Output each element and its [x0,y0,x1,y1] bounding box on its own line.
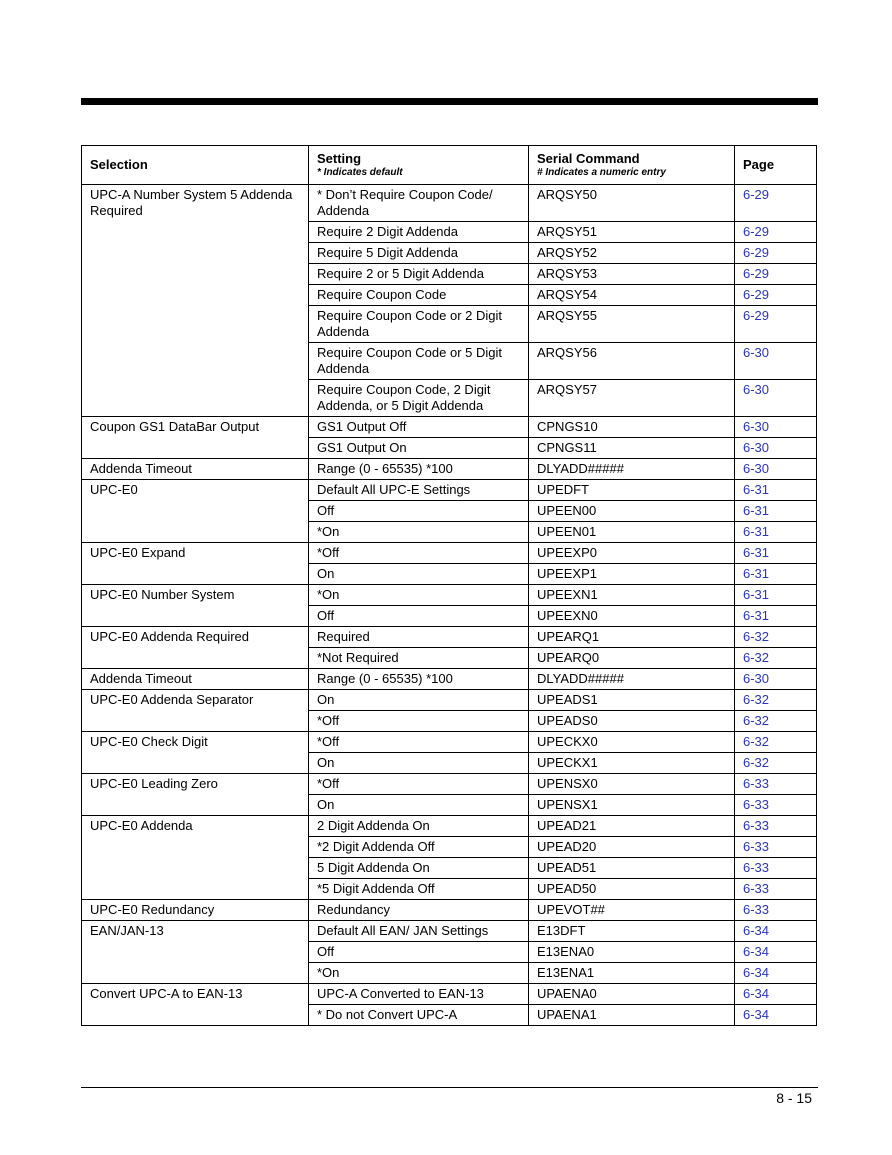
table-row [82,438,817,459]
setting-cell: *On [309,522,529,543]
table-row [82,984,817,1005]
page-link[interactable]: 6-32 [735,690,817,711]
serial-command-cell: UPENSX1 [529,795,735,816]
table-row [82,1005,817,1026]
setting-cell: On [309,795,529,816]
setting-cell: Default All EAN/ JAN Settings [309,921,529,942]
selection-cell: Addenda Timeout [82,669,309,690]
table-row [82,732,817,753]
selection-cell [82,648,309,669]
table-row [82,858,817,879]
setting-cell: Range (0 - 65535) *100 [309,669,529,690]
selection-cell: UPC-E0 Addenda [82,816,309,837]
serial-command-cell: UPAENA1 [529,1005,735,1026]
serial-command-cell: UPEEXP0 [529,543,735,564]
page-link[interactable]: 6-33 [735,795,817,816]
table-row [82,380,817,417]
selection-cell [82,711,309,732]
table-row [82,627,817,648]
page-link[interactable]: 6-31 [735,522,817,543]
page-link[interactable]: 6-29 [735,185,817,222]
table-row [82,417,817,438]
table-row [82,459,817,480]
setting-cell: Require Coupon Code [309,285,529,306]
setting-cell: 5 Digit Addenda On [309,858,529,879]
serial-command-cell: UPEARQ1 [529,627,735,648]
table-row [82,690,817,711]
page-link[interactable]: 6-32 [735,711,817,732]
selection-cell [82,343,309,380]
table-header-row [82,146,817,185]
table-row [82,942,817,963]
selection-cell: UPC-E0 Addenda Required [82,627,309,648]
table-row [82,564,817,585]
selection-cell: UPC-E0 Number System [82,585,309,606]
table-row [82,222,817,243]
table-row [82,522,817,543]
page-link[interactable]: 6-30 [735,669,817,690]
header-serial-note: # Indicates a numeric entry [537,167,666,178]
selection-cell [82,753,309,774]
table-row [82,711,817,732]
serial-command-cell: DLYADD##### [529,459,735,480]
page-link[interactable]: 6-33 [735,858,817,879]
table-row [82,606,817,627]
selection-cell [82,963,309,984]
selection-cell: UPC-A Number System 5 Addenda Required [82,185,309,222]
setting-cell: *Off [309,711,529,732]
page-link[interactable]: 6-31 [735,543,817,564]
page-link[interactable]: 6-32 [735,627,817,648]
serial-command-cell: UPECKX1 [529,753,735,774]
selection-cell [82,564,309,585]
table-row [82,343,817,380]
page-link[interactable]: 6-31 [735,480,817,501]
serial-command-cell: UPEAD51 [529,858,735,879]
serial-command-cell: ARQSY54 [529,285,735,306]
setting-cell: GS1 Output On [309,438,529,459]
serial-command-cell: CPNGS10 [529,417,735,438]
serial-command-cell: ARQSY53 [529,264,735,285]
table-row [82,837,817,858]
table-row [82,264,817,285]
selection-cell: UPC-E0 Addenda Separator [82,690,309,711]
header-setting: Setting * Indicates default [309,146,529,185]
selection-cell [82,795,309,816]
setting-cell: * Don’t Require Coupon Code/ Addenda [309,185,529,222]
selection-cell [82,243,309,264]
page-link[interactable]: 6-30 [735,343,817,380]
table-row [82,774,817,795]
serial-command-cell: UPECKX0 [529,732,735,753]
setting-cell: *Off [309,543,529,564]
selection-cell [82,501,309,522]
serial-command-cell: UPEEN00 [529,501,735,522]
table-row [82,585,817,606]
page-link[interactable]: 6-29 [735,222,817,243]
serial-command-cell: DLYADD##### [529,669,735,690]
serial-command-cell: UPEAD21 [529,816,735,837]
selection-cell [82,306,309,343]
serial-command-table [81,145,817,1026]
page-link[interactable]: 6-33 [735,900,817,921]
header-page: Page [735,146,817,185]
selection-cell [82,606,309,627]
serial-command-cell: E13ENA0 [529,942,735,963]
setting-cell: *Off [309,774,529,795]
selection-cell [82,285,309,306]
table-row [82,921,817,942]
header-serial-command: Serial Command # Indicates a numeric entry [529,146,735,185]
footer-rule [81,1087,818,1088]
serial-command-cell: ARQSY51 [529,222,735,243]
page-link[interactable]: 6-34 [735,963,817,984]
page-link[interactable]: 6-30 [735,459,817,480]
table-row [82,285,817,306]
page-link[interactable]: 6-30 [735,417,817,438]
serial-command-cell: ARQSY50 [529,185,735,222]
selection-cell: UPC-E0 Check Digit [82,732,309,753]
serial-command-cell: ARQSY55 [529,306,735,343]
table-row [82,900,817,921]
setting-cell: Off [309,942,529,963]
selection-cell: Addenda Timeout [82,459,309,480]
page-link[interactable]: 6-29 [735,306,817,343]
table-row [82,185,817,222]
setting-cell: On [309,753,529,774]
table-row [82,648,817,669]
serial-command-cell: CPNGS11 [529,438,735,459]
page-link[interactable]: 6-31 [735,564,817,585]
serial-command-cell: UPEADS1 [529,690,735,711]
page-number: 8 - 15 [776,1090,812,1106]
serial-command-cell: ARQSY52 [529,243,735,264]
page-link[interactable]: 6-32 [735,732,817,753]
page-link[interactable]: 6-34 [735,984,817,1005]
serial-command-cell: UPEEXN0 [529,606,735,627]
setting-cell: On [309,564,529,585]
page-link[interactable]: 6-32 [735,753,817,774]
setting-cell: *Off [309,732,529,753]
page-link[interactable]: 6-31 [735,585,817,606]
selection-cell [82,522,309,543]
page-link[interactable]: 6-33 [735,774,817,795]
selection-cell [82,879,309,900]
page-link[interactable]: 6-30 [735,380,817,417]
table-row [82,795,817,816]
serial-command-cell: UPEAD50 [529,879,735,900]
table-row [82,816,817,837]
setting-cell: Require 5 Digit Addenda [309,243,529,264]
page-link[interactable]: 6-34 [735,921,817,942]
selection-cell: Coupon GS1 DataBar Output [82,417,309,438]
setting-cell: On [309,690,529,711]
selection-cell [82,222,309,243]
setting-cell: *On [309,963,529,984]
page-link[interactable]: 6-34 [735,1005,817,1026]
selection-cell: EAN/JAN-13 [82,921,309,942]
serial-command-cell: ARQSY57 [529,380,735,417]
page-link[interactable]: 6-29 [735,243,817,264]
serial-command-cell: UPEARQ0 [529,648,735,669]
page-link[interactable]: 6-33 [735,816,817,837]
selection-cell [82,858,309,879]
table-row [82,669,817,690]
selection-cell [82,438,309,459]
header-rule [81,98,818,105]
selection-cell: UPC-E0 [82,480,309,501]
setting-cell: *5 Digit Addenda Off [309,879,529,900]
selection-cell [82,942,309,963]
serial-command-cell: E13DFT [529,921,735,942]
page-link[interactable]: 6-30 [735,438,817,459]
table-row [82,306,817,343]
selection-cell: Convert UPC-A to EAN-13 [82,984,309,1005]
setting-cell: Require Coupon Code or 2 Digit Addenda [309,306,529,343]
header-selection: Selection [82,146,309,185]
serial-command-cell: E13ENA1 [529,963,735,984]
selection-cell [82,264,309,285]
page-link[interactable]: 6-31 [735,606,817,627]
setting-cell: Require 2 or 5 Digit Addenda [309,264,529,285]
serial-command-cell: UPEADS0 [529,711,735,732]
serial-command-cell: UPEEN01 [529,522,735,543]
page-link[interactable]: 6-34 [735,942,817,963]
setting-cell: Default All UPC-E Settings [309,480,529,501]
page-link[interactable]: 6-29 [735,285,817,306]
page-link[interactable]: 6-29 [735,264,817,285]
selection-cell: UPC-E0 Leading Zero [82,774,309,795]
header-setting-note: * Indicates default [317,167,403,178]
page-link[interactable]: 6-33 [735,879,817,900]
setting-cell: Required [309,627,529,648]
page-link[interactable]: 6-33 [735,837,817,858]
serial-command-cell: UPEEXN1 [529,585,735,606]
selection-cell: UPC-E0 Redundancy [82,900,309,921]
serial-command-cell: UPEDFT [529,480,735,501]
serial-command-cell: UPEEXP1 [529,564,735,585]
setting-cell: *2 Digit Addenda Off [309,837,529,858]
table-row [82,543,817,564]
serial-command-cell: ARQSY56 [529,343,735,380]
setting-cell: 2 Digit Addenda On [309,816,529,837]
table-row [82,879,817,900]
table-row [82,753,817,774]
table-row [82,243,817,264]
serial-command-cell: UPEAD20 [529,837,735,858]
selection-cell [82,380,309,417]
setting-cell: *On [309,585,529,606]
setting-cell: Require Coupon Code, 2 Digit Addenda, or 5 Digit Addenda [309,380,529,417]
selection-cell: UPC-E0 Expand [82,543,309,564]
page-link[interactable]: 6-31 [735,501,817,522]
setting-cell: *Not Required [309,648,529,669]
serial-command-cell: UPEVOT## [529,900,735,921]
setting-cell: Redundancy [309,900,529,921]
table-row [82,480,817,501]
setting-cell: UPC-A Converted to EAN-13 [309,984,529,1005]
setting-cell: * Do not Convert UPC-A [309,1005,529,1026]
selection-cell [82,837,309,858]
setting-cell: Off [309,606,529,627]
table-row [82,501,817,522]
serial-command-cell: UPENSX0 [529,774,735,795]
serial-command-cell: UPAENA0 [529,984,735,1005]
selection-cell [82,1005,309,1026]
setting-cell: Require Coupon Code or 5 Digit Addenda [309,343,529,380]
setting-cell: Off [309,501,529,522]
setting-cell: Require 2 Digit Addenda [309,222,529,243]
table-body [82,185,817,1026]
page-link[interactable]: 6-32 [735,648,817,669]
table-row [82,963,817,984]
setting-cell: GS1 Output Off [309,417,529,438]
setting-cell: Range (0 - 65535) *100 [309,459,529,480]
